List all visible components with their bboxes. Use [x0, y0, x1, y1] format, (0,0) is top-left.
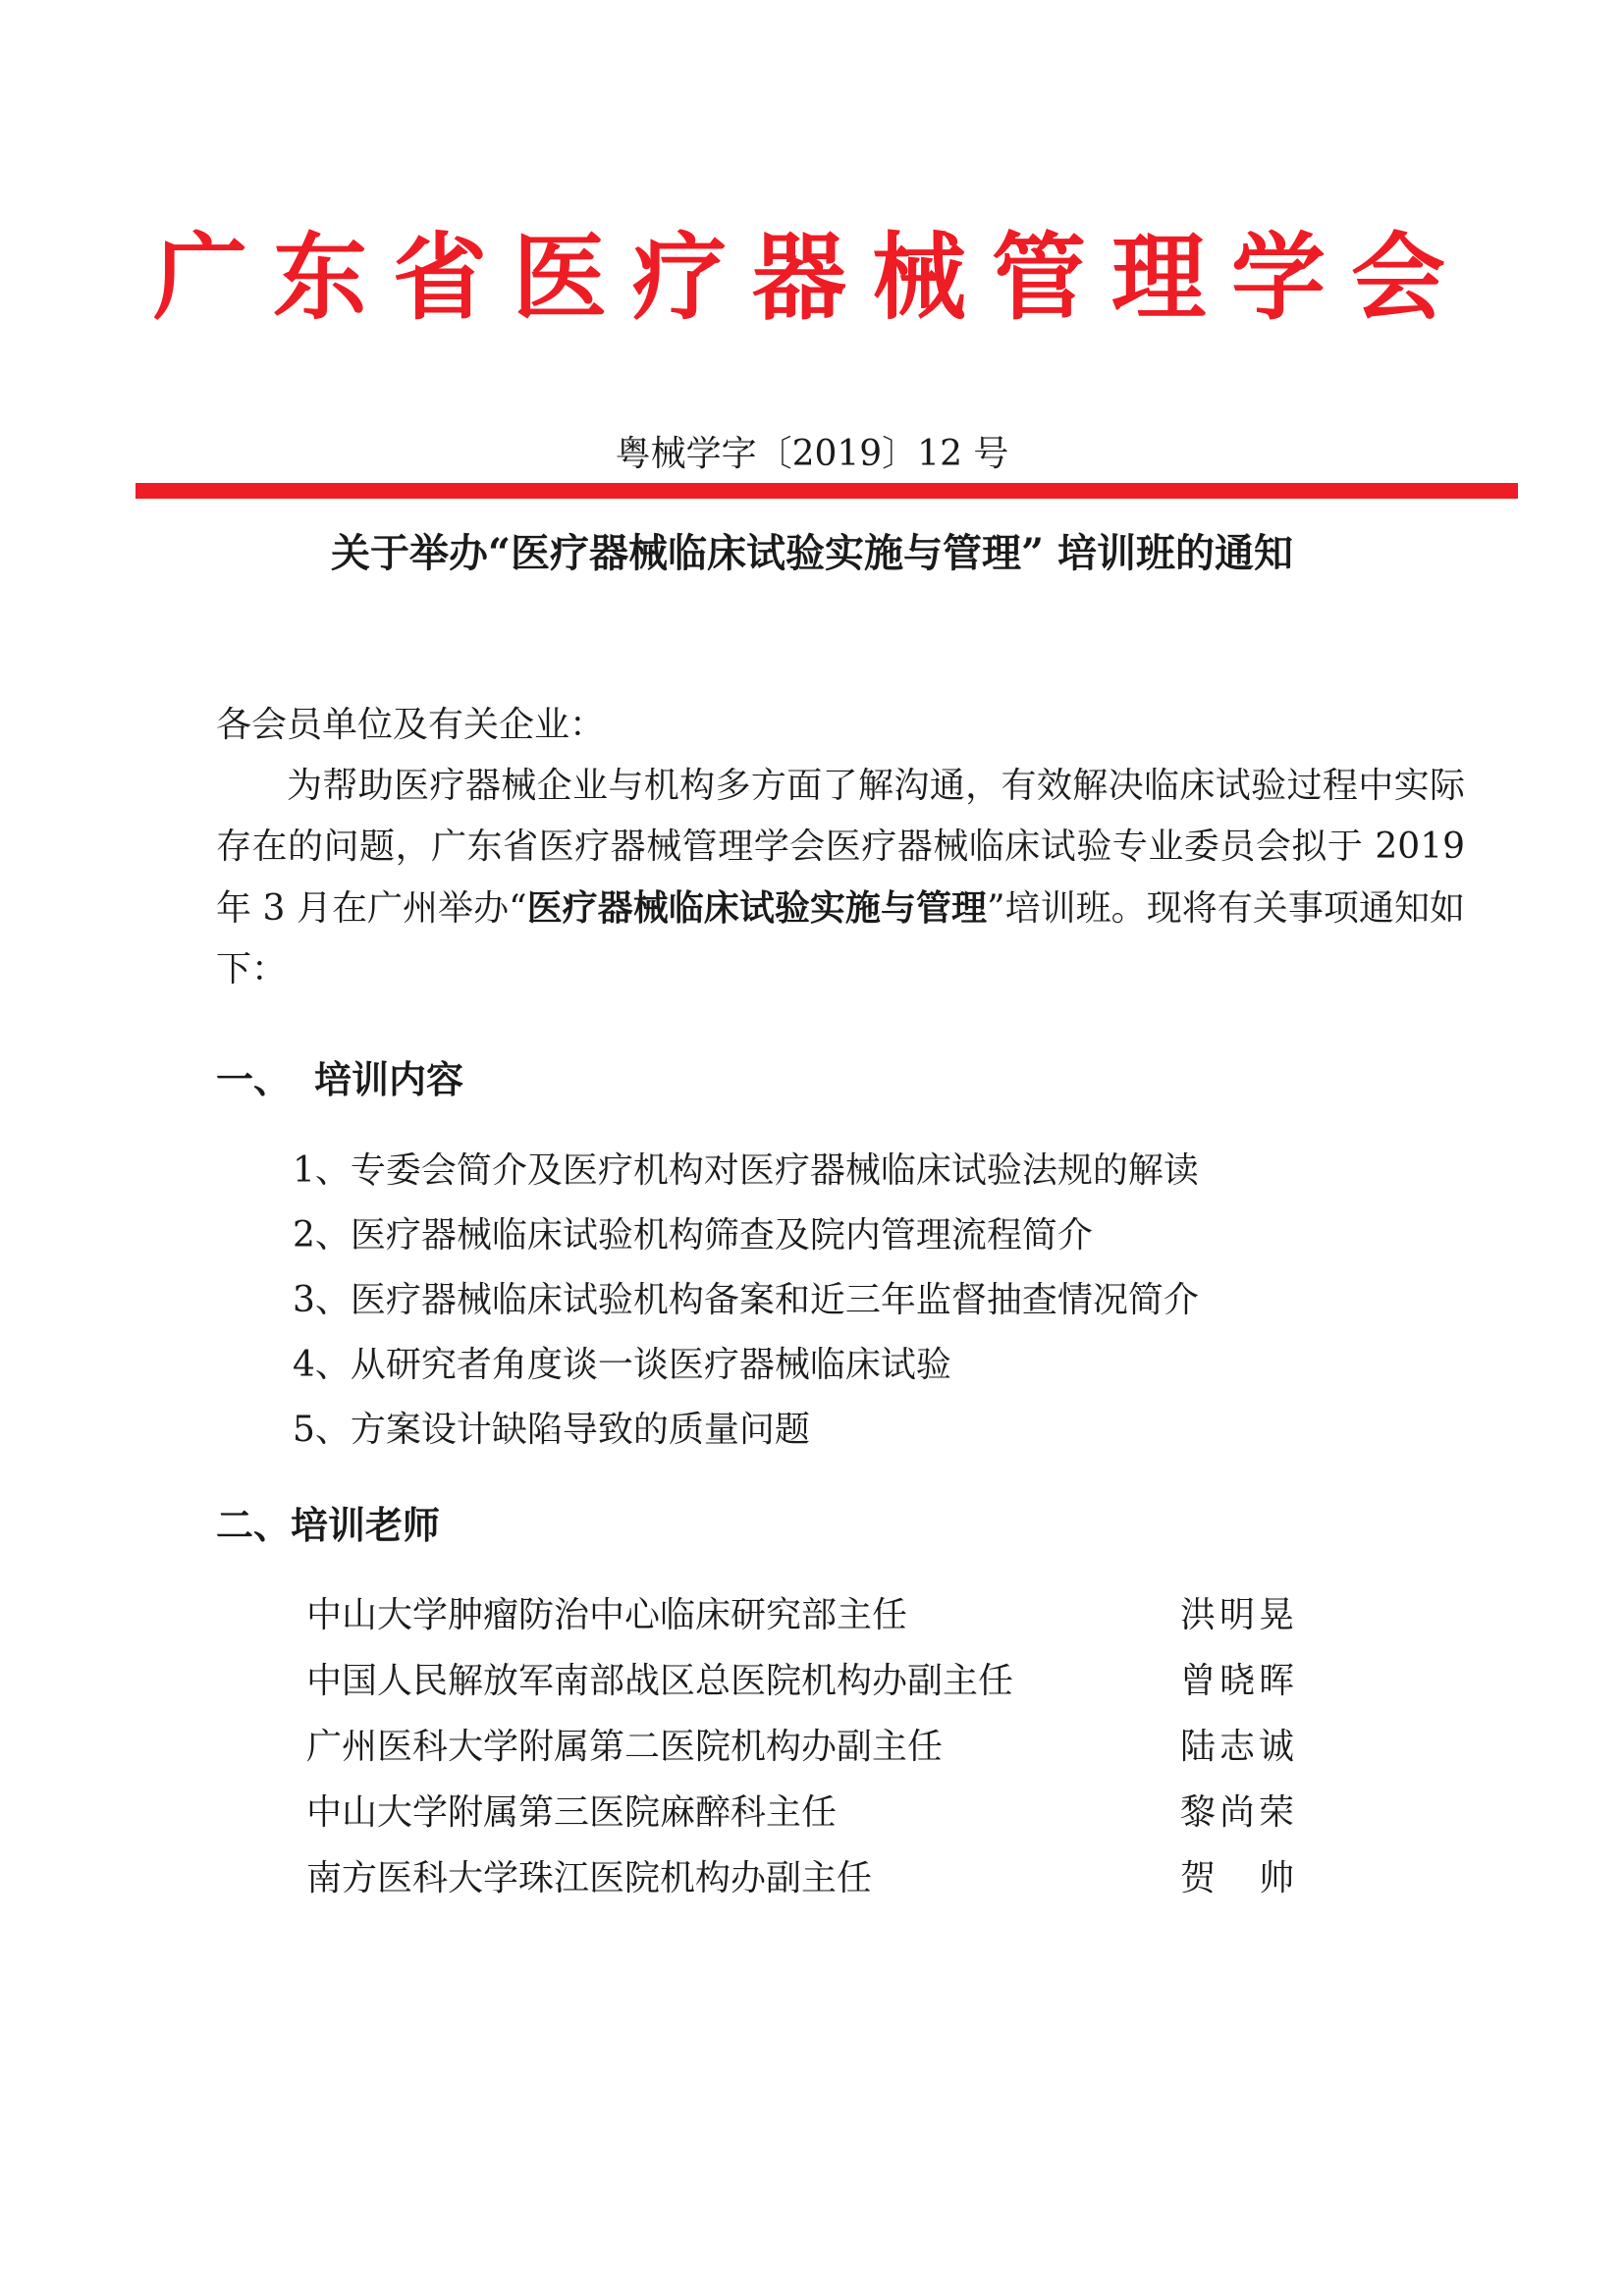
content-item: 4、从研究者角度谈一谈医疗器械临床试验: [293, 1345, 951, 1385]
section-number: 一、: [216, 1057, 292, 1101]
teacher-row: [306, 1582, 1298, 1648]
teacher-institution: 中国人民解放军南部战区总医院机构办副主任: [306, 1661, 1014, 1701]
letterhead-org-name: 广东省医疗器械管理学会: [153, 222, 1471, 333]
content-list: [293, 1139, 1199, 1463]
notice-title: 关于举办“医疗器械临床试验实施与管理” 培训班的通知: [331, 530, 1293, 576]
teacher-name: 黎尚荣: [1180, 1792, 1299, 1833]
content-item: 1、专委会简介及医疗机构对医疗器械临床试验法规的解读: [293, 1150, 1199, 1191]
section-heading-teachers: 二、培训老师: [216, 1503, 441, 1547]
document-number: 粤械学字〔2019〕12 号: [615, 434, 1009, 474]
teacher-row: [306, 1780, 1298, 1845]
intro-text-after: ”培训班。现将有关事项通知如下：: [216, 888, 1465, 989]
intro-text-before: 为帮助医疗器械企业与机构多方面了解沟通，有效解决临床试验过程中实际存在的问题，广东省医疗器械管理学会医疗器械临床试验专业委员会拟于 2019 年 3 月在广州举办“: [216, 766, 1465, 929]
content-item: 2、医疗器械临床试验机构筛查及院内管理流程简介: [293, 1215, 1093, 1255]
teacher-row: [306, 1714, 1298, 1780]
teacher-name: 洪明晃: [1180, 1595, 1299, 1635]
teacher-institution: 中山大学肿瘤防治中心临床研究部主任: [306, 1595, 908, 1635]
intro-highlight: 医疗器械临床试验实施与管理: [526, 887, 988, 929]
teacher-list: [306, 1582, 1298, 1911]
teacher-institution: 中山大学附属第三医院麻醉科主任: [306, 1792, 838, 1833]
content-item: 3、医疗器械临床试验机构备案和近三年监督抽查情况简介: [293, 1280, 1199, 1320]
letterhead-red-rule: [135, 483, 1518, 499]
teacher-name: 贺 帅: [1180, 1858, 1299, 1898]
section-title: 培训内容: [314, 1057, 464, 1101]
salutation: 各会员单位及有关企业：: [216, 705, 606, 745]
teacher-name: 陆志诚: [1180, 1727, 1299, 1767]
teacher-row: [306, 1845, 1298, 1911]
teacher-row: [306, 1648, 1298, 1714]
intro-paragraph: [216, 756, 1465, 1000]
teacher-institution: 广州医科大学附属第二医院机构办副主任: [306, 1727, 944, 1767]
section-heading-content: [216, 1050, 463, 1109]
teacher-name: 曾晓晖: [1180, 1661, 1299, 1701]
teacher-institution: 南方医科大学珠江医院机构办副主任: [306, 1858, 873, 1898]
content-item: 5、方案设计缺陷导致的质量问题: [293, 1410, 810, 1450]
